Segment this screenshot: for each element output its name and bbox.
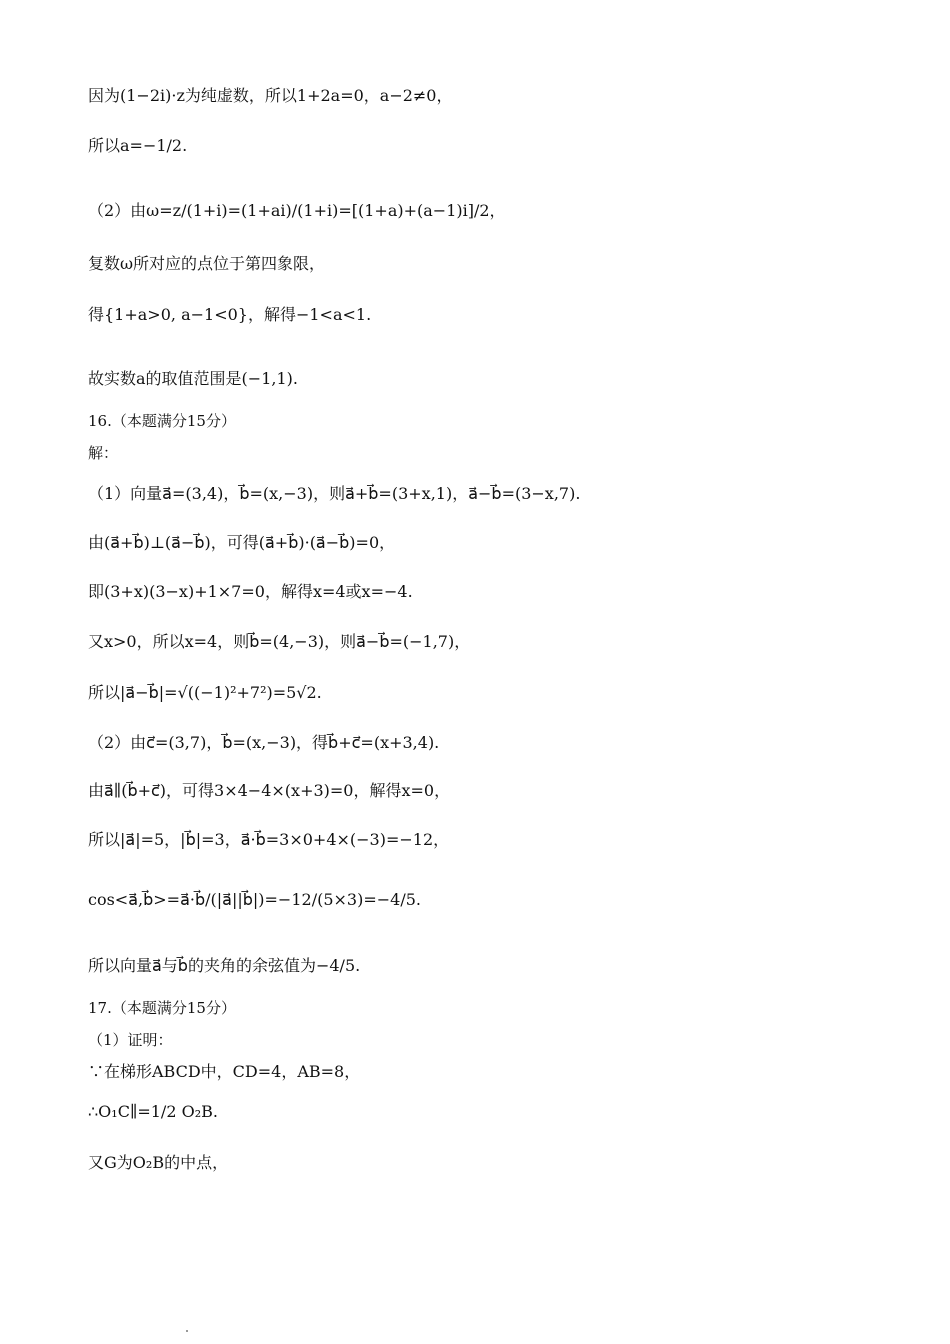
text-line: 得{1+a>0, a−1<0}，解得−1<a<1. (88, 305, 372, 324)
text-line: 解： (88, 444, 119, 462)
text-line: 即(3+x)(3−x)+1×7=0，解得x=4或x=−4. (88, 582, 413, 601)
text-line: 所以|a⃗|=5，|b⃗|=3，a⃗·b⃗=3×0+4×(−3)=−12， (88, 830, 450, 849)
text-line: 又G为O₂B的中点， (88, 1153, 229, 1172)
text-line: （1）证明： (88, 1031, 173, 1049)
text-line: 因为(1−2i)·z为纯虚数，所以1+2a=0，a−2≠0， (88, 86, 453, 105)
text-line: 复数ω所对应的点位于第四象限， (88, 254, 326, 273)
text-line: 由(a⃗+b⃗)⊥(a⃗−b⃗)，可得(a⃗+b⃗)·(a⃗−b⃗)=0， (88, 533, 396, 552)
text-line: （2）由c⃗=(3,7)，b⃗=(x,−3)，得b⃗+c⃗=(x+3,4). (88, 733, 440, 752)
text-line: 又x>0，所以x=4，则b⃗=(4,−3)，则a⃗−b⃗=(−1,7)， (88, 632, 471, 651)
text-line: ∴O₁C∥=1/2 O₂B. (88, 1102, 218, 1121)
section-heading: 16.（本题满分15分） (88, 412, 236, 430)
section-heading: 17.（本题满分15分） (88, 999, 236, 1017)
text-line: 所以向量a⃗与b⃗的夹角的余弦值为−4/5. (88, 956, 361, 975)
text-line: （1）向量a⃗=(3,4)，b⃗=(x,−3)，则a⃗+b⃗=(3+x,1)，a⃗−b⃗=(3−x,7). (88, 484, 581, 503)
text-line: 故实数a的取值范围是(−1,1). (88, 369, 298, 388)
page-mark (186, 1330, 188, 1332)
text-line: ∵在梯形ABCD中，CD=4，AB=8， (88, 1062, 361, 1081)
text-line: 由a⃗∥(b⃗+c⃗)，可得3×4−4×(x+3)=0，解得x=0， (88, 781, 451, 800)
text-line: （2）由ω=z/(1+i)=(1+ai)/(1+i)=[(1+a)+(a−1)i]/2， (88, 201, 506, 220)
text-line: 所以a=−1/2. (88, 136, 188, 155)
text-line: cos<a⃗,b⃗>=a⃗·b⃗/(|a⃗||b⃗|)=−12/(5×3)=−4/5. (88, 890, 421, 909)
text-line: 所以|a⃗−b⃗|=√((−1)²+7²)=5√2. (88, 683, 322, 702)
